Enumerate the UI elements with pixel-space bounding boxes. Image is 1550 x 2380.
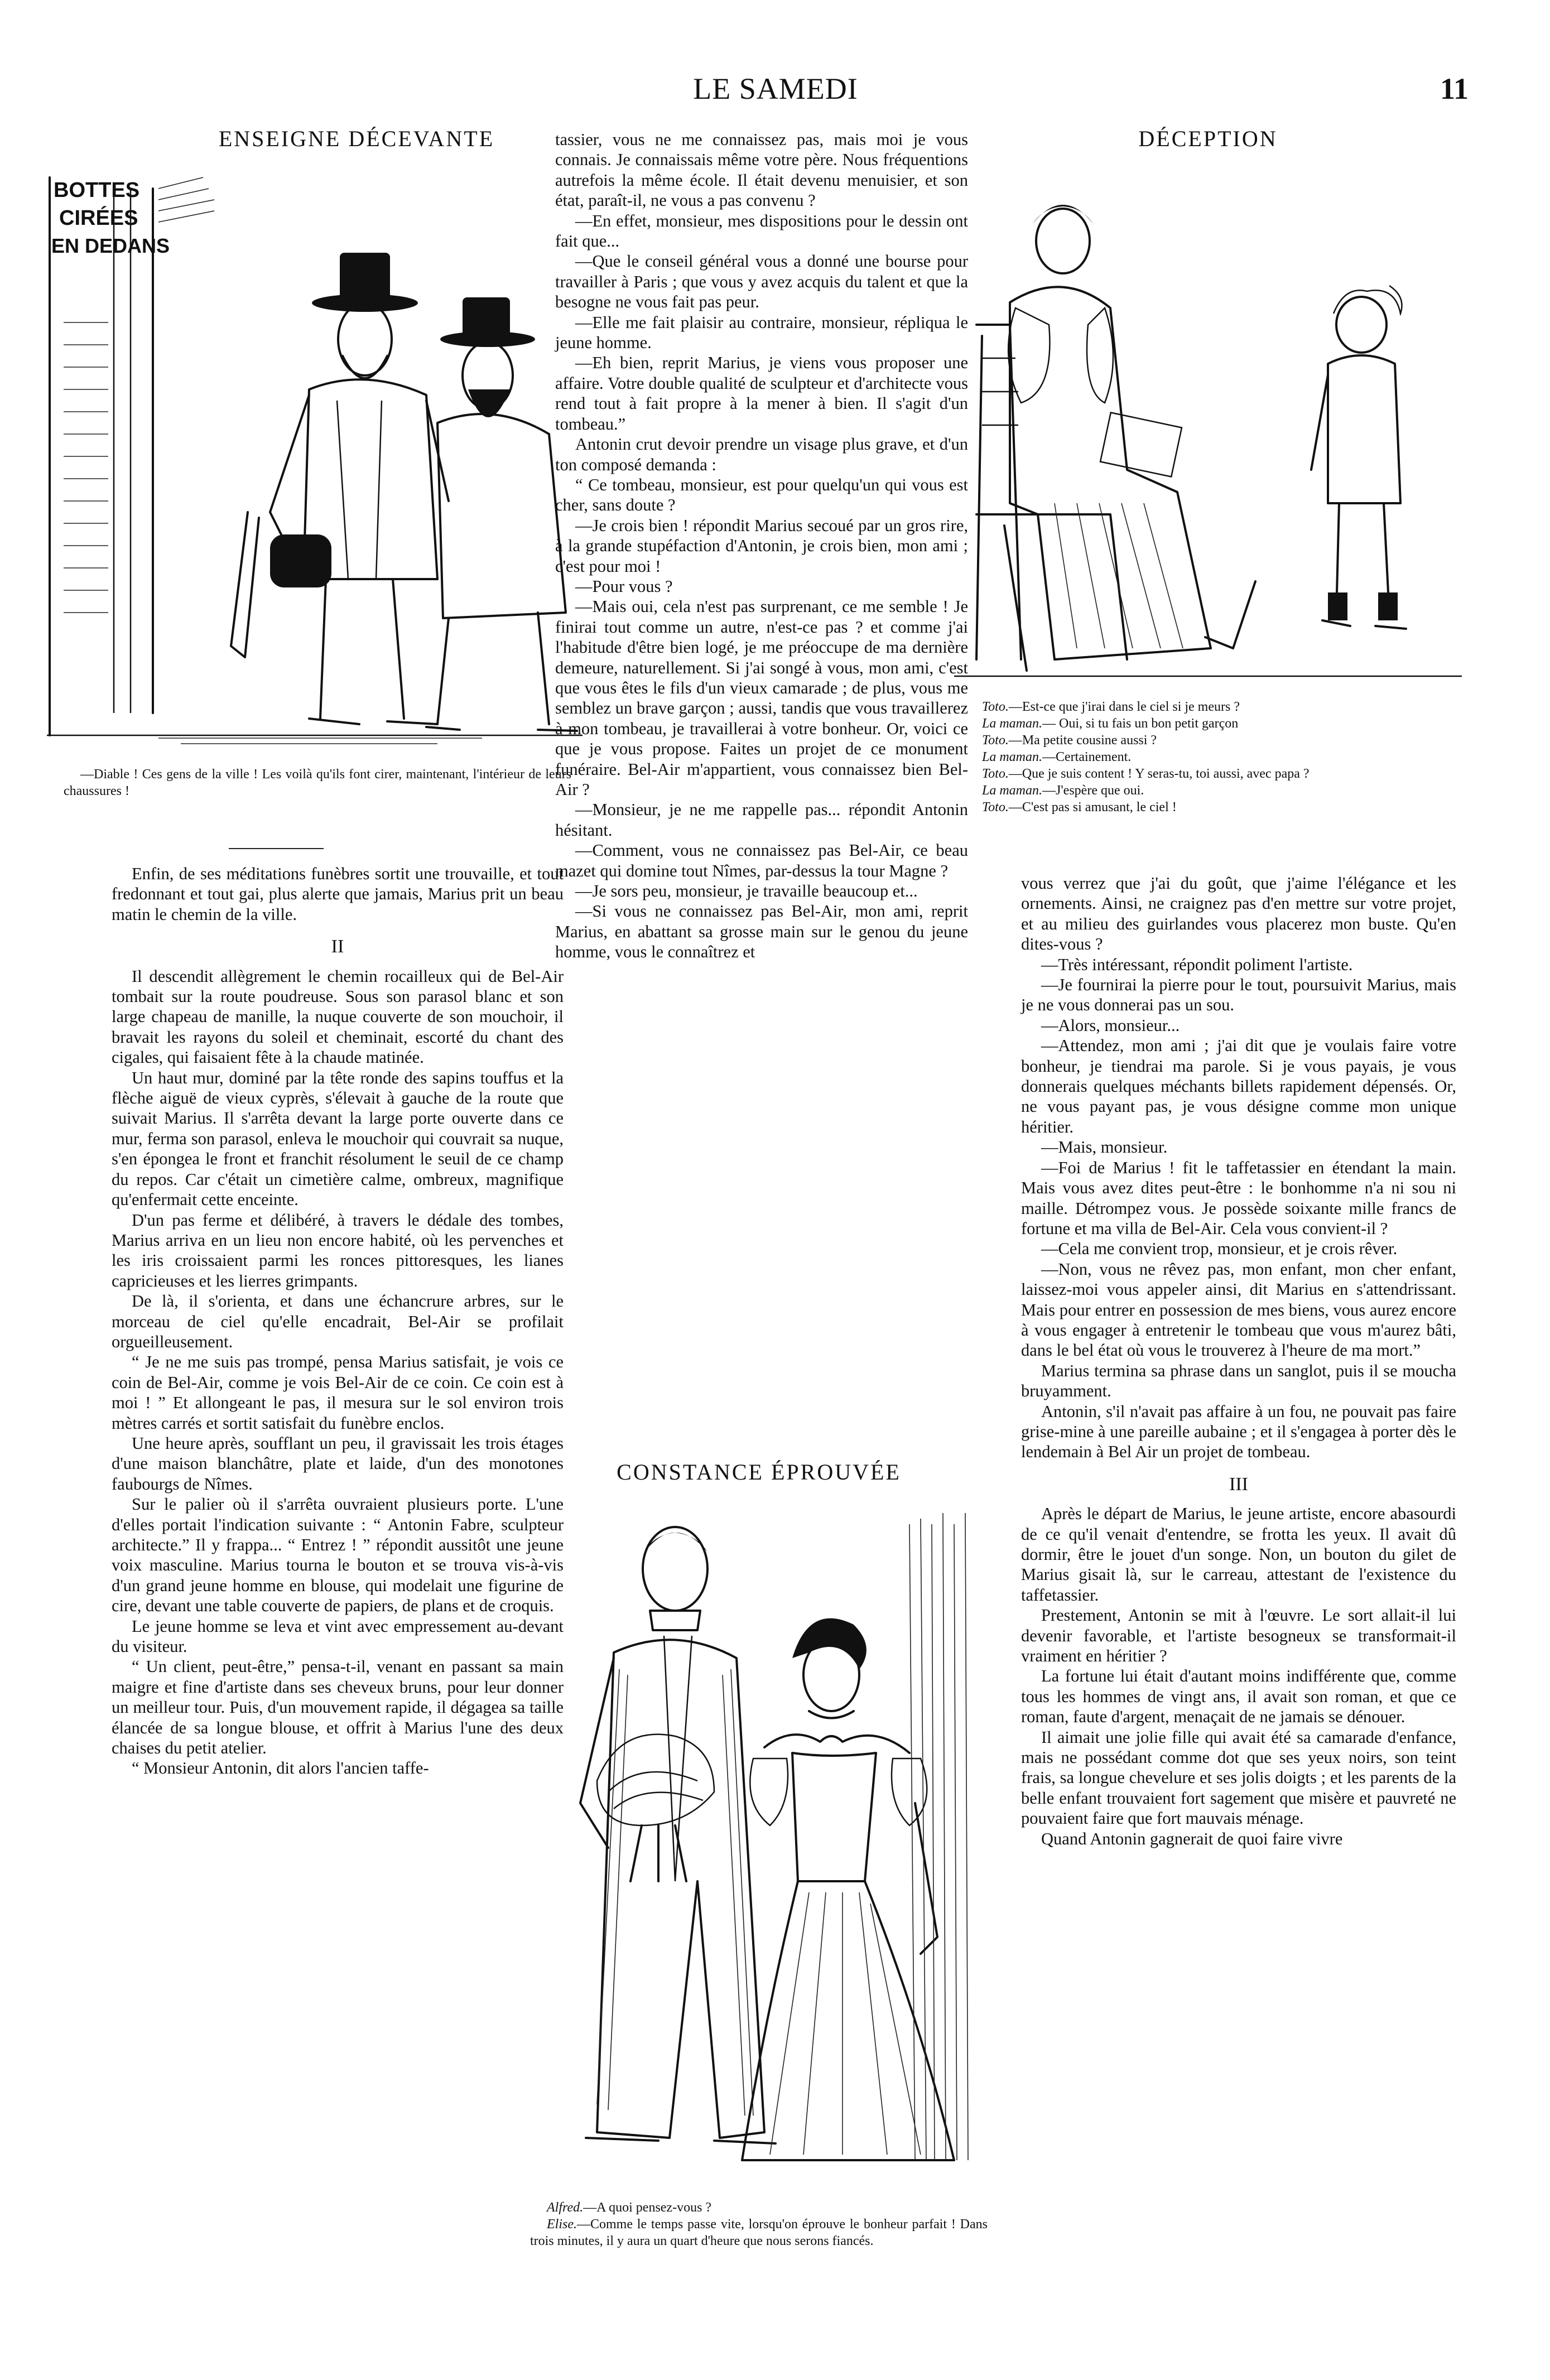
column-3 [1021, 873, 1456, 2346]
dialogue: —Ma petite cousine aussi ? [1008, 733, 1157, 748]
figure-title: CONSTANCE ÉPROUVÉE [617, 1459, 901, 1485]
paragraph: —Très intéressant, répondit poliment l'artiste. [1041, 955, 1353, 974]
paragraph: —Pour vous ? [575, 576, 673, 596]
caption-line [965, 698, 1473, 715]
speaker: Toto. [982, 800, 1009, 815]
paragraph: —Non, vous ne rêvez pas, mon enfant, mon cher enfant, laissez-moi vous appeler ainsi, dit Marius en s'attendrissant. Mais pour entrer en possession de mes biens, vous aurez encore à vous engager à entretenir le tombeau que vous m'aurez bâti, dans le bel état où vous le trouverez à l'heure de ma mort.” [1021, 1259, 1456, 1360]
paragraph: Il aimait une jolie fille qui avait été sa camarade d'enfance, mais ne possédant comme dot que ses yeux noirs, son teint frais, sa longue chevelure et ses jolis doigts ; et les parents de la belle enfant trouvaient fort sagement que misère et pauvreté ne pouvaient faire que fort mauvais ménage. [1021, 1727, 1456, 1828]
speaker: Alfred. [547, 2200, 584, 2215]
dialogue: —Est-ce que j'irai dans le ciel si je meurs ? [1008, 700, 1240, 714]
dialogue: —A quoi pensez-vous ? [583, 2200, 712, 2215]
caption-line [965, 765, 1473, 782]
paragraph: —Mais, monsieur. [1041, 1138, 1168, 1157]
caption-line [530, 2199, 988, 2216]
paragraph: De là, il s'orienta, et dans une échancrure arbres, sur le morceau de ciel qu'elle encadrait, Bel-Air se profilait orgueilleusement. [112, 1292, 564, 1351]
peasant-with-cane [426, 297, 577, 731]
speaker: La maman. [982, 716, 1043, 731]
paragraph: Enfin, de ses méditations funèbres sortit une trouvaille, et tout fredonnant et tout gai, plus alerte que jamais, Marius prit un beau matin le chemin de la ville. [112, 864, 564, 924]
paragraph: Il descendit allègrement le chemin rocailleux qui de Bel-Air tombait sur la route poudreuse. Sous son parasol blanc et son large chapeau de manille, la nuque couverte de son mouchoir, il bravait les rayons du soleil et cheminait, escorté du chant des cigales, qui faisaient fête à la chaude matinée. [112, 966, 564, 1067]
speaker: Toto. [982, 700, 1009, 714]
dialogue: —Comme le temps passe vite, lorsqu'on éprouve le bonheur parfait ! Dans trois minutes, il y aura un quart d'heure que nous serons fiancés. [530, 2217, 988, 2248]
speaker: Elise. [547, 2217, 577, 2232]
column-2 [555, 129, 968, 1401]
caption-line [965, 749, 1473, 765]
newspaper-title: LE SAMEDI [693, 72, 858, 105]
paragraph: —En effet, monsieur, mes dispositions pour le dessin ont fait que... [555, 211, 968, 251]
caption-line [530, 2216, 988, 2249]
divider [229, 848, 324, 849]
paragraph: Antonin crut devoir prendre un visage plus grave, et d'un ton composé demanda : [555, 435, 968, 474]
caption-line [965, 782, 1473, 799]
paragraph: tassier, vous ne me connaissez pas, mais moi je vous connais. Je connaissais même votre père. Nous fréquentions autrefois la même école. Il était devenu menuisier, et son état, paraît-il, ne vous a pas convenu ? [555, 130, 968, 210]
paragraph: —Monsieur, je ne me rappelle pas... répondit Antonin hésitant. [555, 800, 968, 840]
paragraph: D'un pas ferme et délibéré, à travers le dédale des tombes, Marius arriva en un lieu non encore habité, où les pervenches et les iris croissaient parmi les ronces pittoresques, les lianes capricieuses et les lierres grimpants. [112, 1210, 564, 1290]
paragraph: Quand Antonin gagnerait de quoi faire vivre [1041, 1829, 1343, 1848]
paragraph: Prestement, Antonin se mit à l'œuvre. Le sort allait-il lui devenir favorable, et l'artiste besogneux se transformait-il vraiment en héritier ? [1021, 1606, 1456, 1666]
paragraph: Antonin, s'il n'avait pas affaire à un fou, ne pouvait pas faire grise-mine à une pareille aubaine ; et il s'engagea à porter dès le lendemain à Bel Air un projet de tombeau. [1021, 1401, 1456, 1462]
paragraph: Le jeune homme se leva et vint avec empressement au-devant du visiteur. [112, 1616, 564, 1656]
masthead [78, 71, 1473, 116]
paragraph: —Si vous ne connaissez pas Bel-Air, mon ami, reprit Marius, en abattant sa grosse main sur le genou du jeune homme, vous le connaîtrez et [555, 902, 968, 962]
paragraph: Sur le palier où il s'arrêta ouvraient plusieurs porte. L'une d'elles portait l'indication suivante : “ Antonin Fabre, sculpteur architecte.” Il y frappa... “ Entrez ! ” répondit aussitôt une jeune voix masculine. Marius tourna le bouton et se trouva vis-à-vis d'un grand jeune homme en blouse, qui modelait une figurine de cire, devant une table couverte de papiers, de plans et de croquis. [112, 1495, 564, 1616]
dialogue: —Que je suis content ! Y seras-tu, toi aussi, avec papa ? [1008, 767, 1310, 781]
caption-line [965, 799, 1473, 816]
paragraph: —Eh bien, reprit Marius, je viens vous proposer une affaire. Votre double qualité de sculpteur et d'architecte vous rend tout à fait propre à la mener à bien. Il s'agit d'un tombeau.” [555, 353, 968, 433]
paragraph: “ Un client, peut-être,” pensa-t-il, venant en passant sa main maigre et fine d'artiste dans ses cheveux bruns, pour leur donner un meilleur tour. Puis, d'un mouvement rapide, il dégagea sa taille élancée de sa longue blouse, et offrit à Marius l'une des deux chaises du petit atelier. [112, 1657, 564, 1758]
column-1 [112, 864, 564, 2325]
dialogue: —J'espère que oui. [1042, 783, 1144, 798]
caption-line [965, 715, 1473, 732]
standing-child [1311, 286, 1406, 629]
illustration-couple [530, 1491, 988, 2194]
dialogue: — Oui, si tu fais un bon petit garçon [1042, 716, 1239, 731]
figure-enseigne-decevante [47, 126, 583, 845]
page-number: 11 [1440, 72, 1469, 105]
caption-line [965, 732, 1473, 749]
paragraph: La fortune lui était d'autant moins indifférente que, comme tous les hommes de vingt ans, il avait son roman, et que ce roman, faute d'argent, menaçait de ne jamais se dénouer. [1021, 1666, 1456, 1727]
paragraph: —Je crois bien ! répondit Marius secoué par un gros rire, à la grande stupéfaction d'Antonin, je crois bien, mon ami ; c'est pour moi ! [555, 515, 968, 576]
sign-line-3: EN DEDANS [51, 234, 170, 257]
sign-line-1: BOTTES [54, 179, 140, 202]
paragraph: “ Monsieur Antonin, dit alors l'ancien taffe- [132, 1758, 429, 1778]
paragraph: Après le départ de Marius, le jeune artiste, encore abasourdi de ce qu'il venait d'entendre, se frotta les yeux. Il avait dû dormir, être le jouet d'un songe. Non, un bouton du gilet de Marius gisait là, sur le carreau, attestant de l'existence du taffetassier. [1021, 1504, 1456, 1605]
illustration-two-peasants [47, 155, 583, 760]
figure-title: ENSEIGNE DÉCEVANTE [218, 126, 495, 151]
speaker: Toto. [982, 767, 1009, 781]
background-tree [909, 1513, 968, 2160]
paragraph: vous verrez que j'ai du goût, que j'aime l'élégance et les ornements. Ainsi, ne craignez pas d'en mettre sur votre projet, et au milieu des guirlandes vous placerez mon buste. Qu'en dites-vous ? [1021, 874, 1456, 954]
paragraph: —Comment, vous ne connaissez pas Bel-Air, ce beau mazet qui domine tout Nîmes, par-dessus la tour Magne ? [555, 841, 968, 880]
speaker: Toto. [982, 733, 1009, 748]
paragraph: —Attendez, mon ami ; j'ai dit que je voulais faire votre bonheur, je tiendrai ma parole. Si je vous payais, je vous donnerais quelques méchants billets rapidement dépensés. Or, ne vous payant pas, je vous désigne comme mon unique héritier. [1021, 1036, 1456, 1136]
dialogue: —Certainement. [1042, 750, 1132, 764]
speaker: La maman. [982, 783, 1043, 798]
paragraph: —Que le conseil général vous a donné une bourse pour travailler à Paris ; que vous y avez acquis du talent et que la besogne ne vous fait pas peur. [555, 252, 968, 312]
figure-caption [47, 766, 583, 799]
chair [976, 325, 1127, 671]
caption-text: —Diable ! Ces gens de la ville ! Les voilà qu'ils font cirer, maintenant, l'intérieur de leurs chaussures ! [64, 767, 571, 798]
paragraph: Marius termina sa phrase dans un sanglot, puis il se moucha bruyamment. [1021, 1361, 1456, 1401]
paragraph: Un haut mur, dominé par la tête ronde des sapins touffus et la flèche aiguë de vieux cyprès, s'élevait à gauche de la route que suivait Marius. Il s'arrêta devant la large porte ouverte dans ce mur, ferma son parasol, enleva le mouchoir qui couvrait sa nuque, s'en épongea le front et franchit résolument le seuil de ce champ du repos. Car c'était un cimetière calme, ombreux, magnifique qu'enfermait cette enceinte. [112, 1068, 564, 1210]
paragraph: “ Je ne me suis pas trompé, pensa Marius satisfait, je vois ce coin de Bel-Air, comme je vois Bel-Air de ce coin. Ce coin est à moi ! ” Et allongeant le pas, il mesura sur le sol environ trois mètres carrés et sortit satisfait du funèbre enclos. [112, 1352, 564, 1433]
figure-caption [943, 698, 1473, 816]
figure-constance-eprouvee [530, 1459, 988, 2329]
figure-title: DÉCEPTION [1138, 126, 1278, 151]
paragraph: —Mais oui, cela n'est pas surprenant, ce me semble ! Je finirai tout comme un autre, n'est-ce pas ? et comme j'ai l'habitude d'être bien logé, je me préoccupe de ma dernière demeure, naturellement. Si j'ai songé à vous, mon ami, c'est que vous êtes le fils d'un vieux camarade ; de plus, vous me semblez un brave garçon ; aussi, tandis que vous travaillerez à mon tombeau, je travaillerai à votre bonheur. Or, voici ce que je vous propose. Faites un projet de ce monument funéraire. Bel-Air m'appartient, vous connaissez bien Bel-Air ? [555, 597, 968, 799]
paragraph: —Je fournirai la pierre pour le tout, poursuivit Marius, mais je ne vous donnerai pas un sou. [1021, 975, 1456, 1015]
paragraph: —Alors, monsieur... [1041, 1015, 1180, 1035]
paragraph: —Je sors peu, monsieur, je travaille beaucoup et... [575, 881, 918, 901]
paragraph: Une heure après, soufflant un peu, il gravissait les trois étages d'une maison blanchâtre, plate et laide, d'un des monotones faubourgs de Nîmes. [112, 1433, 564, 1493]
figure-caption [530, 2199, 988, 2249]
illustration-mother-and-child [943, 157, 1473, 693]
paragraph: —Cela me convient trop, monsieur, et je crois rêver. [1041, 1239, 1398, 1259]
seated-mother [1008, 205, 1255, 659]
paragraph: —Elle me fait plaisir au contraire, monsieur, répliqua le jeune homme. [555, 312, 968, 353]
figure-deception [943, 126, 1473, 868]
section-heading: III [1229, 1473, 1248, 1495]
dialogue: —C'est pas si amusant, le ciel ! [1008, 800, 1177, 815]
wall-hatching [64, 322, 108, 613]
section-heading: II [331, 936, 344, 957]
paragraph: “ Ce tombeau, monsieur, est pour quelqu'un qui vous est cher, sans doute ? [555, 475, 968, 515]
peasant-with-bag [231, 253, 449, 724]
speaker: La maman. [982, 750, 1043, 764]
sign-line-2: CIRÉES [59, 206, 138, 230]
paragraph: —Foi de Marius ! fit le taffetassier en étendant la main. Mais vous avez dites peut-être : le bonhomme n'a ni sou ni maille. Détrompez vous. Je possède soixante mille francs de fortune et ma villa de Bel-Air. Cela vous convient-il ? [1021, 1158, 1456, 1238]
